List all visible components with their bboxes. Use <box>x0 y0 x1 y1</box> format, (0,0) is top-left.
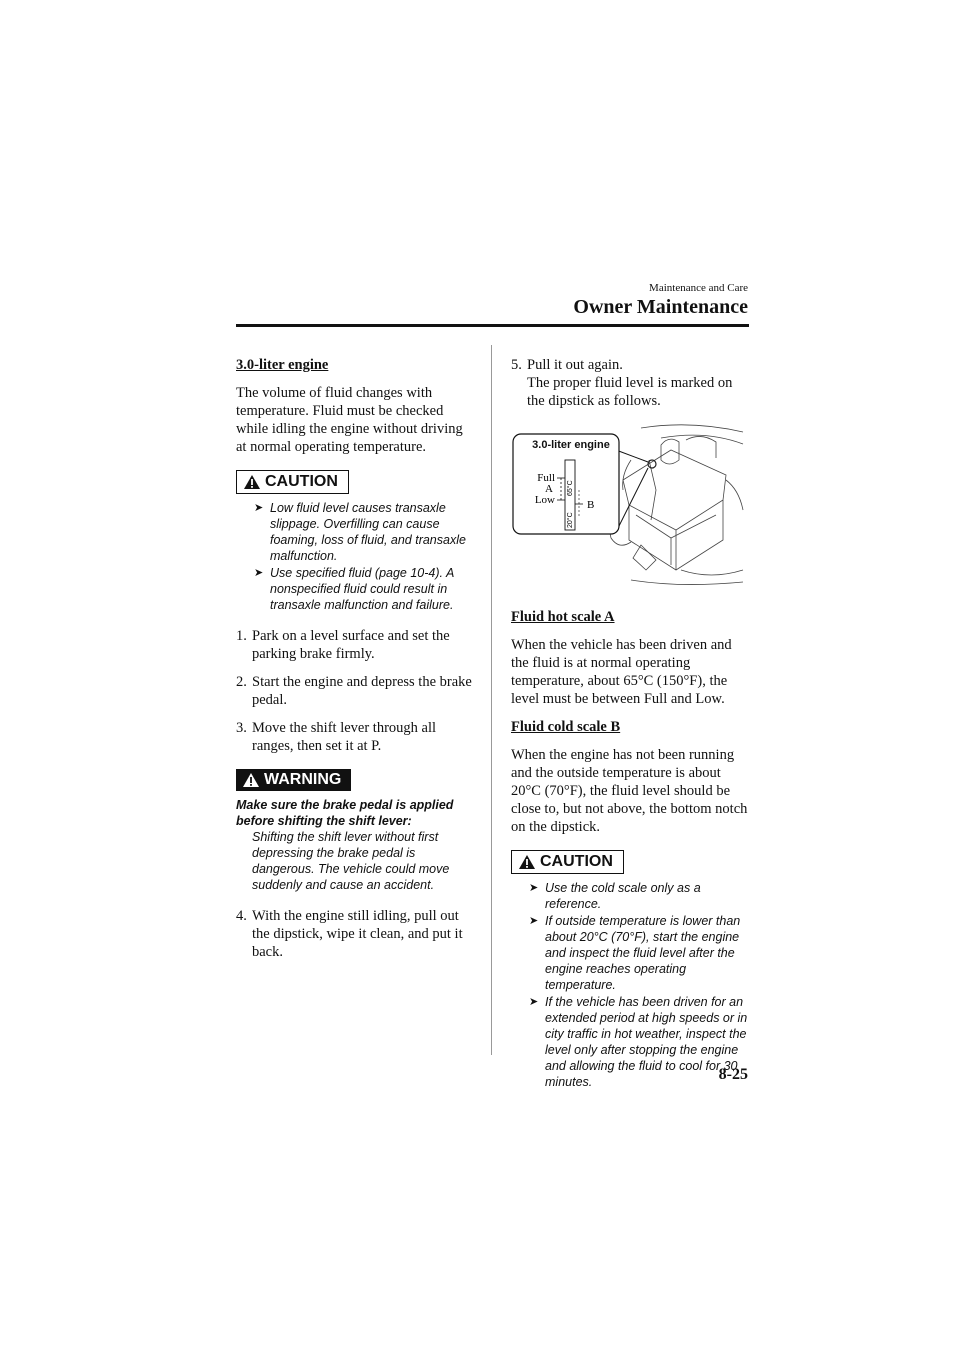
arrow-bullet-icon: ➤ <box>529 996 539 1008</box>
low-mark-label: Low <box>534 494 555 506</box>
steps-list <box>236 627 476 755</box>
caution-badge <box>236 470 349 494</box>
running-header-title: Owner Maintenance <box>573 296 748 318</box>
caution-item: ➤ Use the cold scale only as a reference. <box>529 881 701 911</box>
warning-triangle-icon <box>518 854 536 870</box>
warning-body: Shifting the shift lever without first depressing the brake pedal is dangerous. The vehicle could move suddenly and cause an accident. <box>252 830 450 892</box>
hot-scale-heading: Fluid hot scale A <box>511 609 615 625</box>
caution-list <box>511 880 751 1090</box>
arrow-bullet-icon: ➤ <box>254 567 264 579</box>
caution-badge <box>511 850 624 874</box>
warning-lead: Make sure the brake pedal is applied before shifting the shift lever: <box>236 798 454 828</box>
running-header-section: Maintenance and Care <box>649 282 748 294</box>
warning-text <box>236 797 476 893</box>
caution-item: ➤ Low fluid level causes transaxle slippage. Overfilling can cause foaming, loss of fluid, and transaxle malfunction. <box>254 501 466 563</box>
warning-label: WARNING <box>264 771 342 788</box>
step-item: 2. Start the engine and depress the brake pedal. <box>236 674 472 708</box>
step-item: 4. With the engine still idling, pull out the dipstick, wipe it clean, and put it back. <box>236 908 463 960</box>
hot-scale-text: When the vehicle has been driven and the fluid is at normal operating temperature, about 65°C (150°F), the level must be between Full and Low. <box>511 637 732 707</box>
cold-scale-heading: Fluid cold scale B <box>511 719 621 735</box>
steps-list-right <box>511 356 751 410</box>
step-item: 5. Pull it out again. The proper fluid level is marked on the dipstick as follows. <box>511 357 733 409</box>
warning-triangle-icon <box>242 772 260 788</box>
scale-a-label: A <box>545 483 553 495</box>
header-rule <box>236 324 749 327</box>
warning-badge <box>236 769 351 791</box>
caution-item: ➤ If the vehicle has been driven for an extended period at high speeds or in city traffic in hot weather, inspect the level only after stopping the engine and allowing the fluid to cool for 30 minutes. <box>529 995 748 1089</box>
step-item: 1. Park on a level surface and set the parking brake firmly. <box>236 628 450 662</box>
section-heading-engine: 3.0-liter engine <box>236 357 329 373</box>
step-item: 3. Move the shift lever through all ranges, then set it at P. <box>236 720 437 754</box>
temp-65-label: 65°C <box>567 480 574 496</box>
right-column <box>511 356 751 1104</box>
caution-label: CAUTION <box>265 473 338 490</box>
full-mark-label: Full <box>537 472 555 484</box>
column-divider <box>491 345 492 1055</box>
intro-paragraph: The volume of fluid changes with temperature. Fluid must be checked while idling the engine without driving at normal operating temperature. <box>236 385 463 455</box>
arrow-bullet-icon: ➤ <box>254 502 264 514</box>
figure-label: 3.0-liter engine <box>532 439 610 451</box>
caution-label: CAUTION <box>540 853 613 870</box>
temp-20-label: 20°C <box>567 512 574 528</box>
left-column <box>236 356 476 971</box>
caution-list <box>236 500 476 613</box>
caution-item: ➤ Use specified fluid (page 10-4). A nonspecified fluid could result in transaxle malfunction and failure. <box>254 566 454 612</box>
page-number: 8-25 <box>718 1066 748 1083</box>
caution-item: ➤ If outside temperature is lower than about 20°C (70°F), start the engine and inspect the fluid level after the engine reaches operating temperature. <box>529 914 741 992</box>
cold-scale-text: When the engine has not been running and the outside temperature is about 20°C (70°F), the fluid level should be close to, but not above, the bottom notch on the dipstick. <box>511 747 748 835</box>
dipstick-figure <box>511 420 746 590</box>
arrow-bullet-icon: ➤ <box>529 915 539 927</box>
arrow-bullet-icon: ➤ <box>529 882 539 894</box>
warning-triangle-icon <box>243 474 261 490</box>
steps-list-continued <box>236 907 476 961</box>
scale-b-label: B <box>587 499 595 511</box>
